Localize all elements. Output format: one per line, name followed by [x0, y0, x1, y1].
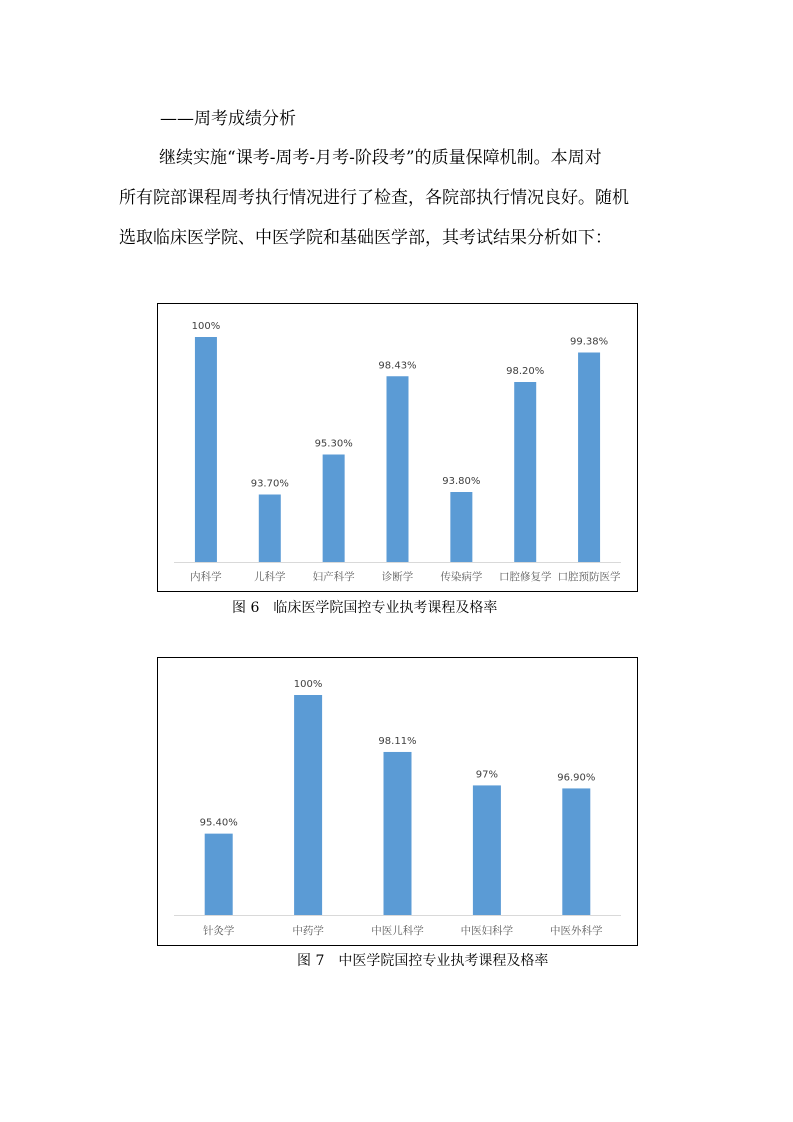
category-label-4: 中医妇科学: [460, 925, 514, 937]
bar-1: [195, 337, 217, 562]
category-label-2: 儿科学: [254, 571, 286, 583]
bar-2: [294, 695, 322, 915]
bar-4: [387, 376, 409, 562]
data-label-3: 95.30%: [314, 438, 353, 450]
data-label-2: 93.70%: [250, 478, 289, 490]
data-label-3: 98.11%: [378, 735, 417, 747]
category-label-6: 口腔修复学: [498, 571, 552, 583]
chart-1-svg: [158, 304, 637, 591]
chart-tcm-pass-rate: [157, 657, 638, 946]
data-label-4: 98.43%: [378, 360, 417, 372]
figure-7-caption: 图 7 中医学院国控专业执考课程及格率: [297, 953, 549, 969]
bar-5: [450, 492, 472, 562]
bar-4: [473, 785, 501, 915]
bar-2: [259, 495, 281, 563]
paragraph-line-1: 继续实施“课考-周考-月考-阶段考”的质量保障机制。本周对: [159, 148, 602, 168]
bar-7: [578, 353, 600, 563]
data-label-5: 96.90%: [557, 772, 596, 784]
paragraph-line-3: 选取临床医学院、中医学院和基础医学部，其考试结果分析如下：: [119, 228, 612, 248]
bar-6: [514, 382, 536, 562]
data-label-1: 95.40%: [199, 817, 238, 829]
data-label-6: 98.20%: [506, 366, 545, 377]
category-label-1: 内科学: [190, 571, 222, 583]
paragraph-line-2: 所有院部课程周考执行情况进行了检查，各院部执行情况良好。随机: [119, 188, 629, 208]
category-label-7: 口腔预防医学: [557, 571, 621, 583]
bar-3: [323, 455, 345, 563]
data-label-1: 100%: [191, 321, 221, 332]
bar-1: [205, 834, 233, 915]
body-paragraph: [119, 138, 679, 258]
bar-3: [384, 752, 412, 915]
category-label-3: 中医儿科学: [371, 925, 424, 937]
data-label-4: 97%: [475, 769, 499, 781]
data-label-5: 93.80%: [442, 476, 481, 487]
figure-6-caption: 图 6 临床医学院国控专业执考课程及格率: [232, 600, 498, 616]
bar-5: [562, 788, 590, 915]
chart-clinical-pass-rate: [157, 303, 638, 592]
category-label-5: 中医外科学: [550, 925, 603, 937]
chart-2-svg: [158, 658, 637, 945]
data-label-7: 99.38%: [570, 336, 609, 348]
data-label-2: 100%: [293, 679, 323, 690]
category-label-5: 传染病学: [440, 571, 483, 583]
section-heading: ——周考成绩分析: [160, 109, 296, 129]
category-label-3: 妇产科学: [312, 571, 355, 583]
category-label-2: 中药学: [292, 925, 324, 937]
category-label-4: 诊断学: [381, 571, 414, 583]
category-label-1: 针灸学: [202, 925, 235, 937]
